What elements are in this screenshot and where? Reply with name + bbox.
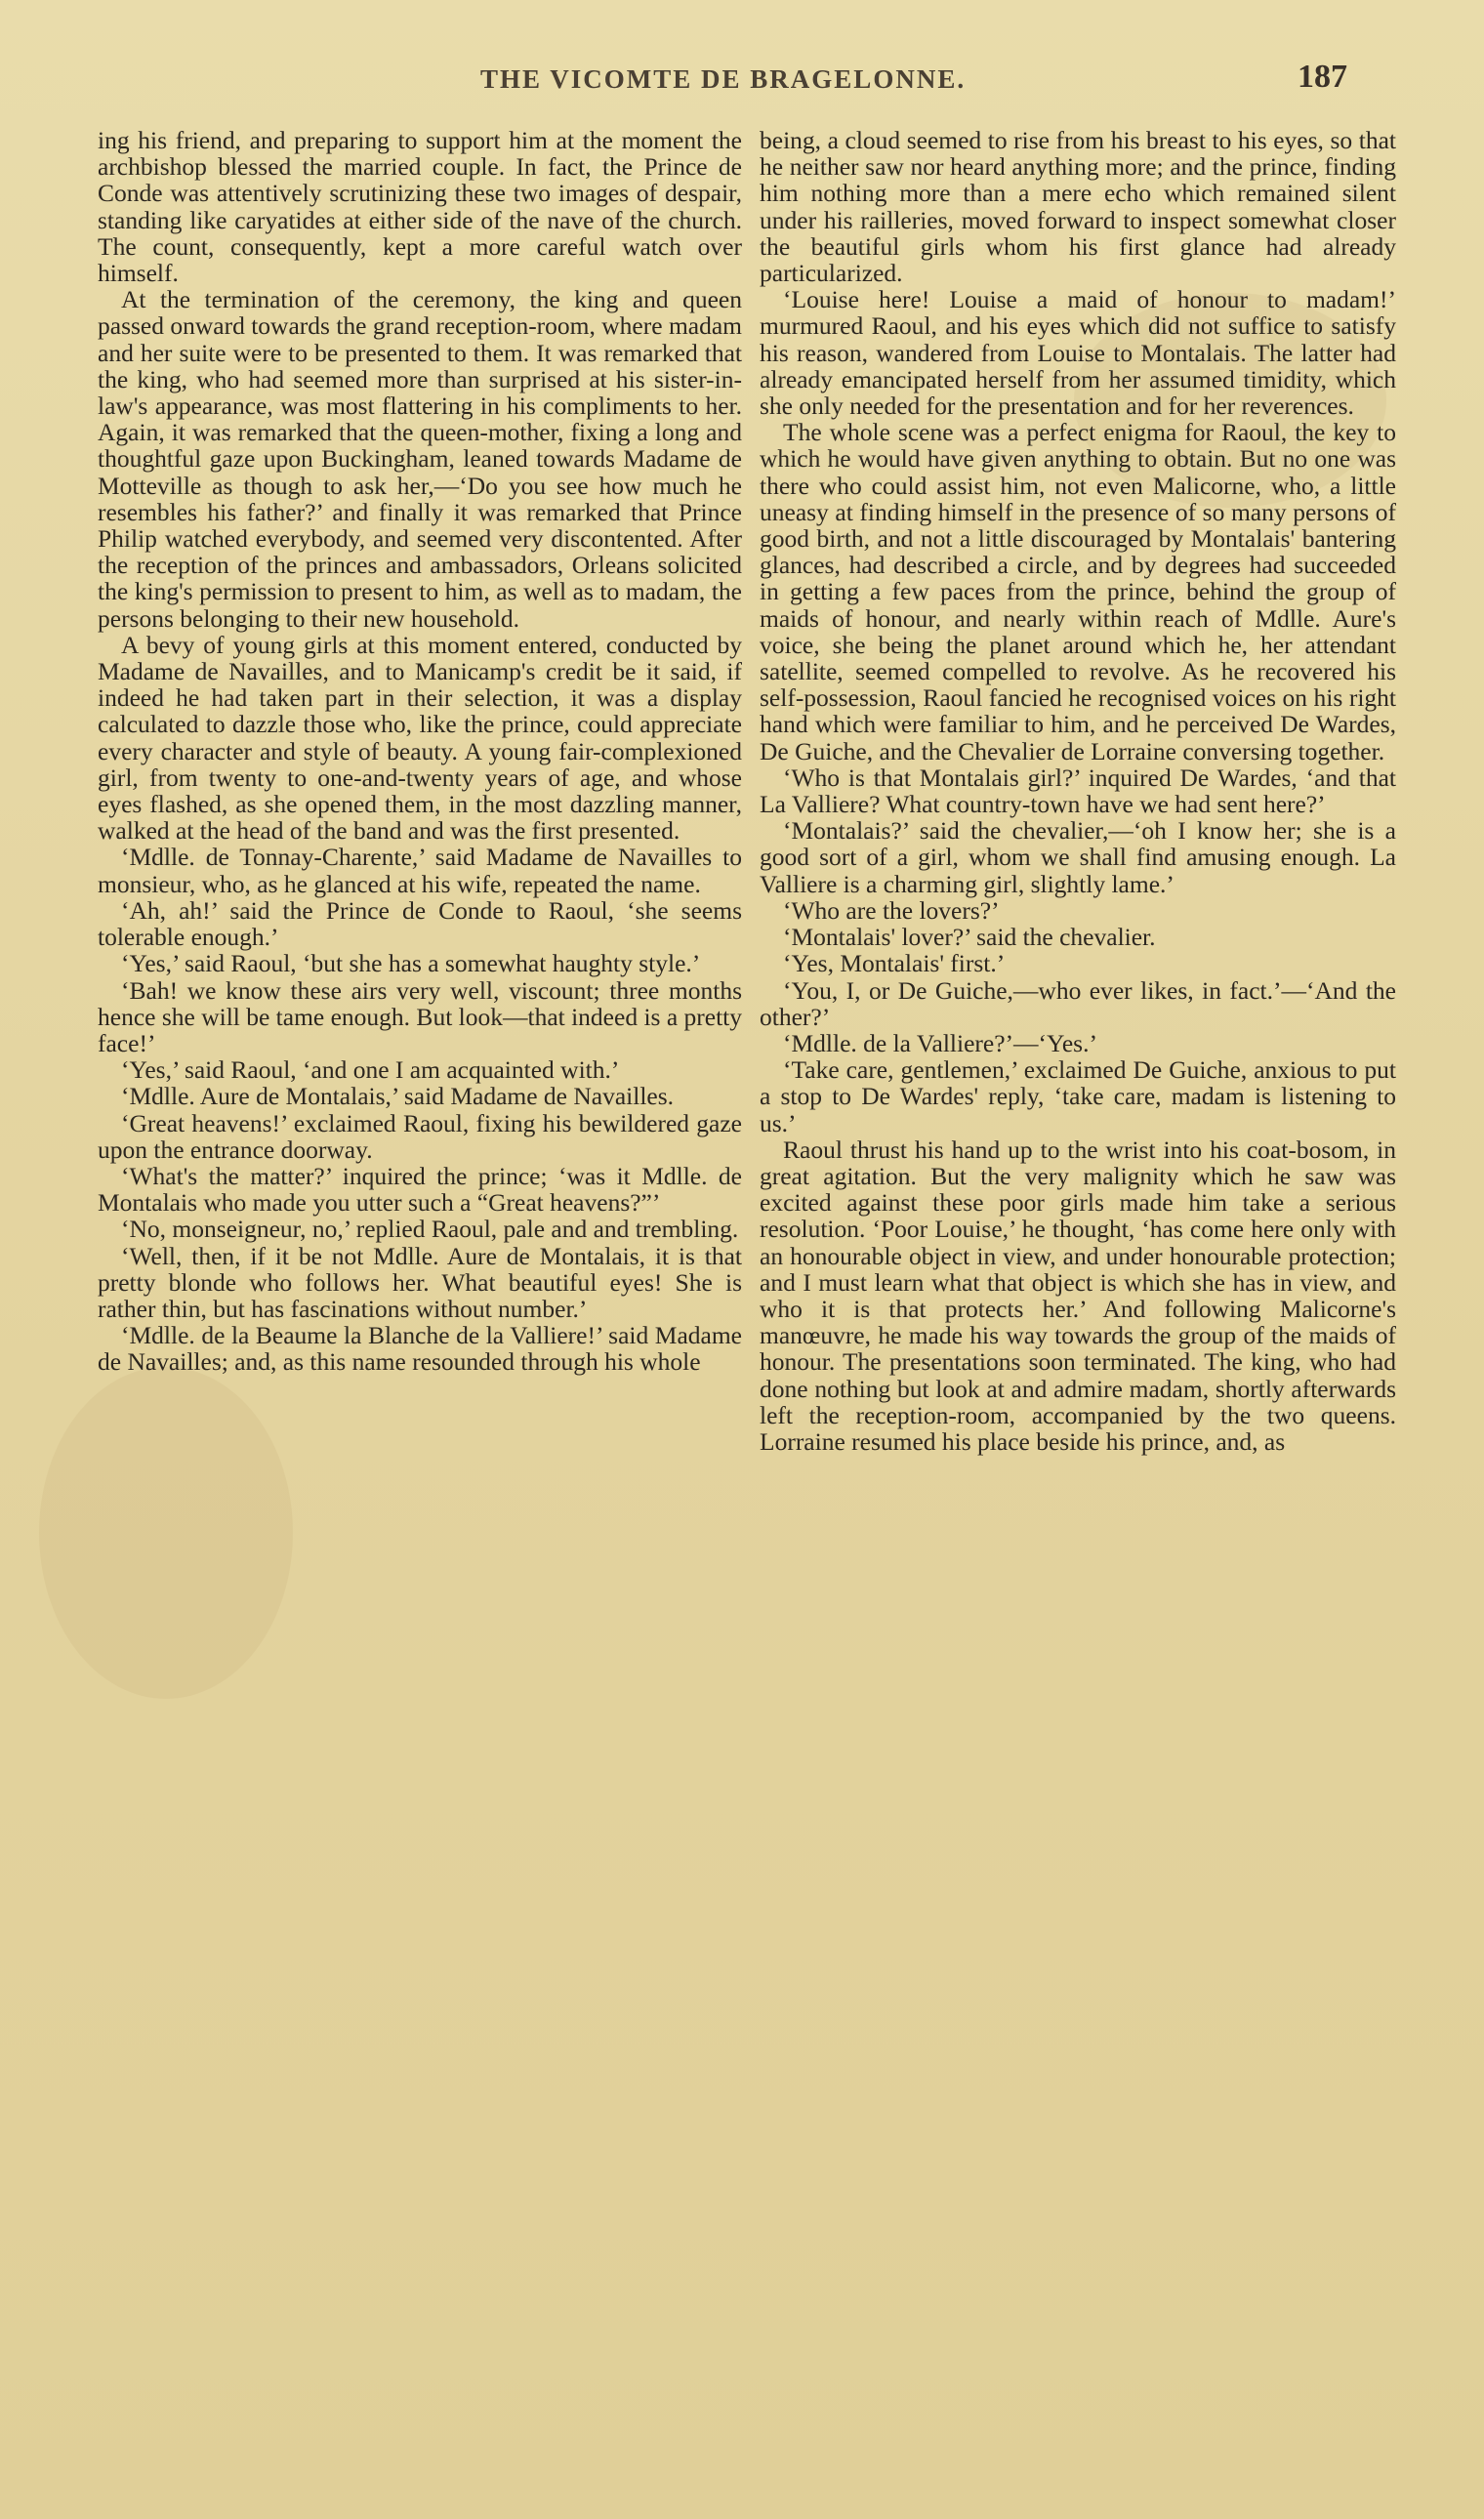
paragraph: ‘Montalais' lover?’ said the chevalier. [783,923,1156,952]
paragraph: ‘Yes, Montalais' first.’ [783,949,1006,978]
paragraph: ‘Montalais?’ said the chevalier,—‘oh I know her; she is a good sort of a girl, whom we shall find amusing enough. La Valliere is a charming girl, slightly lame.’ [760,816,1396,898]
paragraph: being, a cloud seemed to rise from his breast to his eyes, so that he neither saw nor heard anything more; and the prince, finding him nothing more than a mere echo which remained silent under his railleries, moved forward to inspect somewhat closer the beautiful girls whom his first glance had already particularized. [760,127,1396,288]
paragraph: ‘Mdlle. de la Beaume la Blanche de la Valliere!’ said Madame de Navailles; and, as this name resounded through his whole [98,1321,742,1377]
paragraph: ‘Mdlle. Aure de Montalais,’ said Madame de Navailles. [121,1082,675,1111]
paragraph: The whole scene was a perfect enigma for Raoul, the key to which he would have given anything to obtain. But no one was there who could assist him, not even Malicorne, who, a little uneasy at finding himself in the presence of so many persons of good birth, and not a little discouraged by Montalais' bantering glances, had described a circle, and by degrees had succeeded in getting a few paces from the prince, behind the group of maids of honour, and nearly within reach of Mdlle. Aure's voice, she being the planet around which he, her attendant satellite, seemed compelled to revolve. As he recovered his self-possession, Raoul fancied he recognised voices on his right hand which were familiar to him, and he perceived De Wardes, De Guiche, and the Chevalier de Lorraine conversing together. [760,418,1396,765]
paragraph: ‘No, monseigneur, no,’ replied Raoul, pale and and trembling. [121,1215,739,1244]
running-head [0,59,1484,98]
paragraph: ‘Who are the lovers?’ [783,895,1000,925]
paragraph: ‘Yes,’ said Raoul, ‘but she has a somewhat haughty style.’ [121,949,701,978]
paragraph: ‘Mdlle. de Tonnay-Charente,’ said Madame de Navailles to monsieur, who, as he glanced at his wife, repeated the name. [98,843,742,898]
paragraph: ‘Who is that Montalais girl?’ inquired De Wardes, ‘and that La Valliere? What country-town have we had sent here?’ [760,763,1396,819]
paragraph: ‘Ah, ah!’ said the Prince de Conde to Raoul, ‘she seems tolerable enough.’ [98,895,742,952]
paragraph: At the termination of the ceremony, the king and queen passed onward towards the grand reception-room, where madam and her suite were to be presented to them. It was remarked that the king, who had seemed more than surprised at his sister-in-law's appearance, was most flattering in his compliments to her. Again, it was remarked that the queen-mother, fixing a long and thoughtful gaze upon Buckingham, leaned towards Madame de Motteville as though to ask her,—‘Do you see how much he resembles his father?’ and finally it was remarked that Prince Philip watched everybody, and seemed very discontented. After the reception of the princes and ambassadors, Orleans solicited the king's permission to present to him, as well as to madam, the persons belonging to their new household. [98,285,742,633]
running-title: THE VICOMTE DE BRAGELONNE. [480,64,967,94]
left-column [98,127,742,2451]
page-number: 187 [1298,59,1347,95]
paragraph: ‘Mdlle. de la Valliere?’—‘Yes.’ [783,1028,1097,1057]
right-column [760,127,1396,2451]
paragraph: ‘Take care, gentlemen,’ exclaimed De Guiche, anxious to put a stop to De Wardes' reply, ‘take care, madam is listening to us.’ [760,1055,1396,1137]
paragraph: ‘Louise here! Louise a maid of honour to madam!’ murmured Raoul, and his eyes which did not suffice to satisfy his reason, wandered from Louise to Montalais. The latter had already emancipated herself from her assumed timidity, which she only needed for the presentation and for her reverences. [760,285,1396,421]
paragraph: ing his friend, and preparing to support him at the moment the archbishop blessed the married couple. In fact, the Prince de Conde was attentively scrutinizing these two images of despair, standing like caryatides at either side of the nave of the church. The count, consequently, kept a more careful watch over himself. [98,127,742,288]
paragraph: ‘Well, then, if it be not Mdlle. Aure de Montalais, it is that pretty blonde who follows her. What beautiful eyes! She is rather thin, but has fascinations without number.’ [98,1241,742,1323]
paragraph: ‘Yes,’ said Raoul, ‘and one I am acquainted with.’ [121,1055,620,1085]
paragraph: ‘What's the matter?’ inquired the prince; ‘was it Mdlle. de Montalais who made you utter such a “Great heavens?”’ [98,1161,742,1218]
paragraph: ‘Bah! we know these airs very well, viscount; three months hence she will be tame enough. But look—that indeed is a pretty face!’ [98,975,742,1057]
paragraph: ‘You, I, or De Guiche,—who ever likes, in fact.’—‘And the other?’ [760,975,1396,1031]
paragraph: Raoul thrust his hand up to the wrist into his coat-bosom, in great agitation. But the very malignity which he saw was excited against these poor girls made him take a serious resolution. ‘Poor Louise,’ he thought, ‘has come here only with an honourable object in view, and under honourable protection; and I must learn what that object is which she has in view, and who it is that protects her.’ And following Malicorne's manœuvre, he made his way towards the group of the maids of honour. The presentations soon terminated. The king, who had done nothing but look at and admire madam, shortly afterwards left the reception-room, accompanied by the two queens. Lorraine resumed his place beside his prince, and, as [760,1135,1396,1456]
paragraph: A bevy of young girls at this moment entered, conducted by Madame de Navailles, and to Manicamp's credit be it said, if indeed he had taken part in their selection, it was a display calculated to dazzle those who, like the prince, could appreciate every character and style of beauty. A young fair-complexioned girl, from twenty to one-and-twenty years of age, and whose eyes flashed, as she opened them, in the most dazzling manner, walked at the head of the band and was the first presented. [98,630,742,846]
paragraph: ‘Great heavens!’ exclaimed Raoul, fixing his bewildered gaze upon the entrance doorway. [98,1108,742,1164]
